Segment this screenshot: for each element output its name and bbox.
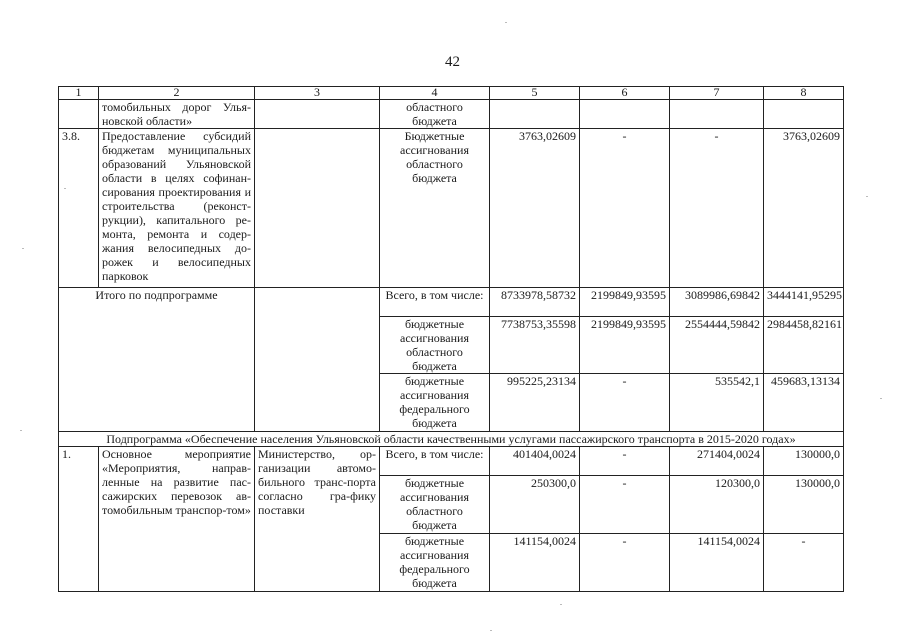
executor: Министерство, ор-ганизации автомо-бильного транс-порта согласно гра-фику поставки (255, 447, 380, 592)
value-cell: 3089986,69842 (670, 288, 764, 317)
value-cell: - (580, 129, 670, 288)
budget-table (58, 86, 844, 592)
value-cell: 2199849,93595 (580, 288, 670, 317)
table-row-continuation (59, 100, 844, 129)
funding-source: бюджетные ассигнования областного бюджета (380, 476, 490, 534)
total-label: Итого по подпрограмме (59, 288, 255, 432)
column-header: 5 (490, 87, 580, 100)
funding-source: бюджетные ассигнования областного бюджета (380, 317, 490, 374)
subprogram-title: Подпрограмма «Обеспечение населения Ульяновской области качественными услугами пассажирского транспорта в 2015-2020 годах» (59, 432, 844, 447)
activity-name: Предоставление субсидий бюджетам муниципальных образований Ульяновской области в целях софинан-сирования проектирования и строительства (реконст-рукции), капитального ре-монта, ремонта и содер-жания велосипедных до-рожек и велосипедных парковок (99, 129, 255, 288)
value-cell: 141154,0024 (490, 534, 580, 592)
value-cell: 2984458,82161 (764, 317, 844, 374)
funding-source: Всего, в том числе: (380, 447, 490, 476)
scan-speck (505, 22, 507, 23)
activity-name: Основное мероприятие «Мероприятия, направ-ленные на развитие пас-сажирских перевозок ав-томобильным транспор-том» (99, 447, 255, 592)
column-header: 2 (99, 87, 255, 100)
value-cell: - (580, 476, 670, 534)
value-cell: - (580, 374, 670, 432)
column-header: 8 (764, 87, 844, 100)
value-cell: - (580, 534, 670, 592)
table-row-1 (59, 447, 844, 476)
value-cell: 141154,0024 (670, 534, 764, 592)
value-cell: 7738753,35598 (490, 317, 580, 374)
column-header: 3 (255, 87, 380, 100)
value-cell: 120300,0 (670, 476, 764, 534)
row-number: 3.8. (59, 129, 99, 288)
table-row-total (59, 288, 844, 317)
page-number: 42 (445, 54, 460, 70)
value-cell: 3444141,95295 (764, 288, 844, 317)
funding-source: Бюджетные ассигнования областного бюджета (380, 129, 490, 288)
value-cell: - (580, 447, 670, 476)
column-header: 6 (580, 87, 670, 100)
scan-speck (20, 430, 22, 431)
funding-source: бюджетные ассигнования федерального бюджета (380, 534, 490, 592)
row-number: 1. (59, 447, 99, 592)
funding-source: областного бюджета (380, 100, 490, 129)
value-cell: 535542,1 (670, 374, 764, 432)
value-cell: 2554444,59842 (670, 317, 764, 374)
subprogram-heading-row (59, 432, 844, 447)
value-cell: 995225,23134 (490, 374, 580, 432)
scan-speck (560, 604, 562, 605)
scan-speck (880, 398, 882, 399)
activity-name: томобильных дорог Улья-новской области» (99, 100, 255, 129)
value-cell: 401404,0024 (490, 447, 580, 476)
value-cell: 459683,13134 (764, 374, 844, 432)
value-cell: 8733978,58732 (490, 288, 580, 317)
scan-speck (22, 248, 24, 249)
scan-speck (866, 196, 868, 197)
funding-source: Всего, в том числе: (380, 288, 490, 317)
table-row-3-8 (59, 129, 844, 288)
value-cell: - (670, 129, 764, 288)
column-header: 7 (670, 87, 764, 100)
value-cell: 130000,0 (764, 447, 844, 476)
value-cell: 271404,0024 (670, 447, 764, 476)
value-cell: 2199849,93595 (580, 317, 670, 374)
value-cell: - (764, 534, 844, 592)
scan-speck (64, 188, 66, 189)
value-cell: 130000,0 (764, 476, 844, 534)
value-cell: 3763,02609 (764, 129, 844, 288)
funding-source: бюджетные ассигнования федерального бюджета (380, 374, 490, 432)
column-header: 4 (380, 87, 490, 100)
scan-speck (490, 630, 492, 631)
value-cell: 250300,0 (490, 476, 580, 534)
column-header: 1 (59, 87, 99, 100)
value-cell: 3763,02609 (490, 129, 580, 288)
column-header-row (59, 87, 844, 100)
